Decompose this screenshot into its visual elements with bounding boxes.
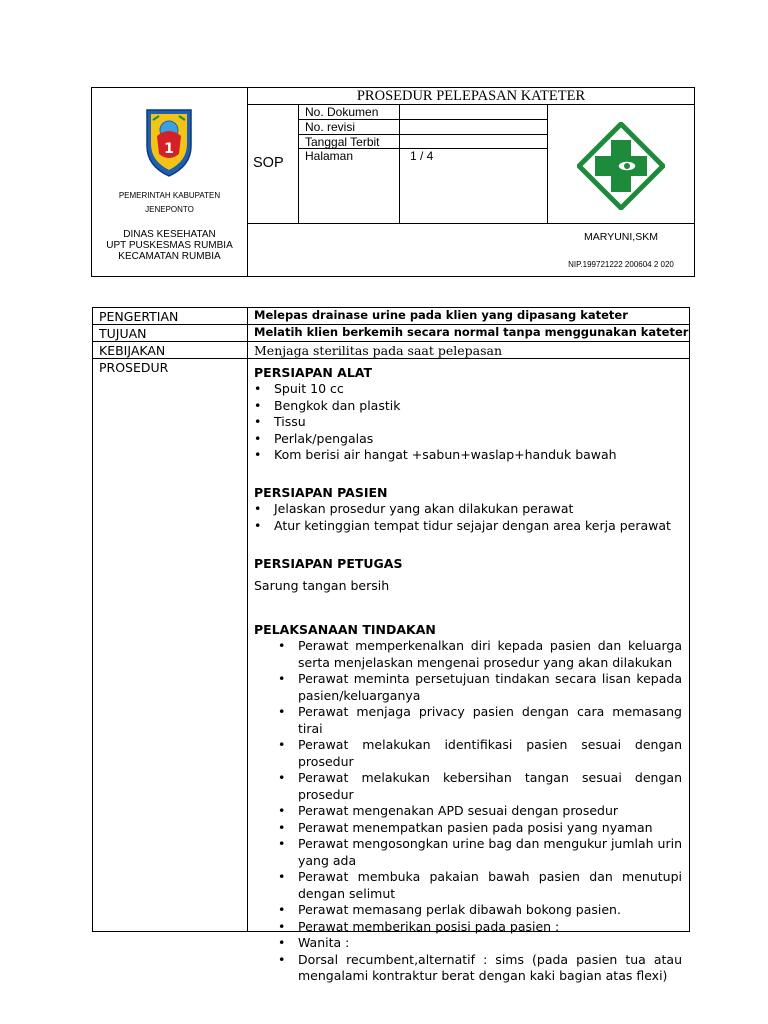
pengertian-text: Melepas drainase urine pada klien yang dipasang kateter	[254, 308, 628, 322]
label-kebijakan: KEBIJAKAN	[99, 343, 166, 358]
list-item: • Spuit 10 cc	[254, 381, 684, 398]
regency-logo	[143, 106, 195, 178]
list-item: • Perawat melakukan identifikasi pasien sesuai dengan prosedur	[278, 737, 682, 770]
label-tujuan: TUJUAN	[99, 326, 147, 341]
signer-name: MARYUNI,SKM	[584, 231, 658, 243]
section-persiapan-alat	[254, 365, 684, 464]
alat-list	[254, 381, 684, 464]
section-persiapan-petugas	[254, 556, 684, 594]
section-pelaksanaan	[254, 622, 684, 985]
section-heading: PELAKSANAAN TINDAKAN	[254, 622, 436, 637]
section-persiapan-pasien	[254, 485, 684, 534]
doc-field-label: Tanggal Terbit	[305, 135, 380, 149]
tujuan-text: Melatih klien berkemih secara normal tanpa menggunakan kateter	[254, 325, 689, 339]
doc-field-label: Halaman	[305, 149, 354, 163]
puskesmas-logo	[577, 122, 665, 210]
list-item: • Perawat memasang perlak dibawah bokong pasien.	[278, 902, 682, 919]
label-pengertian: PENGERTIAN	[99, 309, 179, 324]
list-item: • Jelaskan prosedur yang akan dilakukan perawat	[254, 501, 684, 518]
svg-text:1: 1	[164, 141, 174, 157]
regency-caption: PEMERINTAH KABUPATEN JENEPONTO	[118, 191, 221, 214]
list-item: • Perawat meminta persetujuan tindakan secara lisan kepada pasien/keluarganya	[278, 671, 682, 704]
label-prosedur: PROSEDUR	[99, 360, 169, 375]
list-item: • Perawat memperkenalkan diri kepada pasien dan keluarga serta menjelaskan mengenai prosedur yang akan dilakukan	[278, 638, 682, 671]
doc-field-label: No. Dokumen	[305, 105, 379, 119]
list-item: • Perawat melakukan kebersihan tangan sesuai dengan prosedur	[278, 770, 682, 803]
list-item: • Bengkok dan plastik	[254, 398, 684, 415]
kebijakan-text: Menjaga sterilitas pada saat pelepasan	[254, 343, 503, 358]
list-item: • Perawat membuka pakaian bawah pasien dan menutupi dengan selimut	[278, 869, 682, 902]
petugas-text: Sarung tangan bersih	[254, 578, 390, 593]
section-heading: PERSIAPAN PETUGAS	[254, 556, 403, 571]
list-item: • Kom berisi air hangat +sabun+waslap+handuk bawah	[254, 447, 684, 464]
section-heading: PERSIAPAN PASIEN	[254, 485, 388, 500]
sop-label: SOP	[253, 155, 284, 171]
signer-nip: NIP.199721222 200604 2 020	[568, 260, 674, 269]
list-item: • Perawat menjaga privacy pasien dengan cara memasang tirai	[278, 704, 682, 737]
section-heading: PERSIAPAN ALAT	[254, 365, 373, 380]
list-item: • Perawat mengenakan APD sesuai dengan prosedur	[278, 803, 682, 820]
list-item: • Perlak/pengalas	[254, 431, 684, 448]
list-item: • Perawat menempatkan pasien pada posisi yang nyaman	[278, 820, 682, 837]
list-item: • Tissu	[254, 414, 684, 431]
doc-field-label: No. revisi	[305, 120, 356, 134]
pasien-list	[254, 501, 684, 534]
list-item: • Wanita :	[278, 935, 682, 952]
document-title: PROSEDUR PELEPASAN KATETER	[356, 88, 586, 104]
list-item: • Dorsal recumbent,alternatif : sims (pada pasien tua atau mengalami kontraktur berat dengan kaki bagian atas flexi)	[278, 952, 682, 985]
list-item: • Perawat mengosongkan urine bag dan mengukur jumlah urin yang ada	[278, 836, 682, 869]
pelaksanaan-list	[278, 638, 682, 985]
doc-field-value: 1 / 4	[410, 149, 434, 163]
list-item: • Atur ketinggian tempat tidur sejajar dengan area kerja perawat	[254, 518, 684, 535]
list-item: • Perawat memberikan posisi pada pasien :	[278, 919, 682, 936]
agency-name: DINAS KESEHATAN UPT PUSKESMAS RUMBIA KECAMATAN RUMBIA	[106, 229, 233, 262]
